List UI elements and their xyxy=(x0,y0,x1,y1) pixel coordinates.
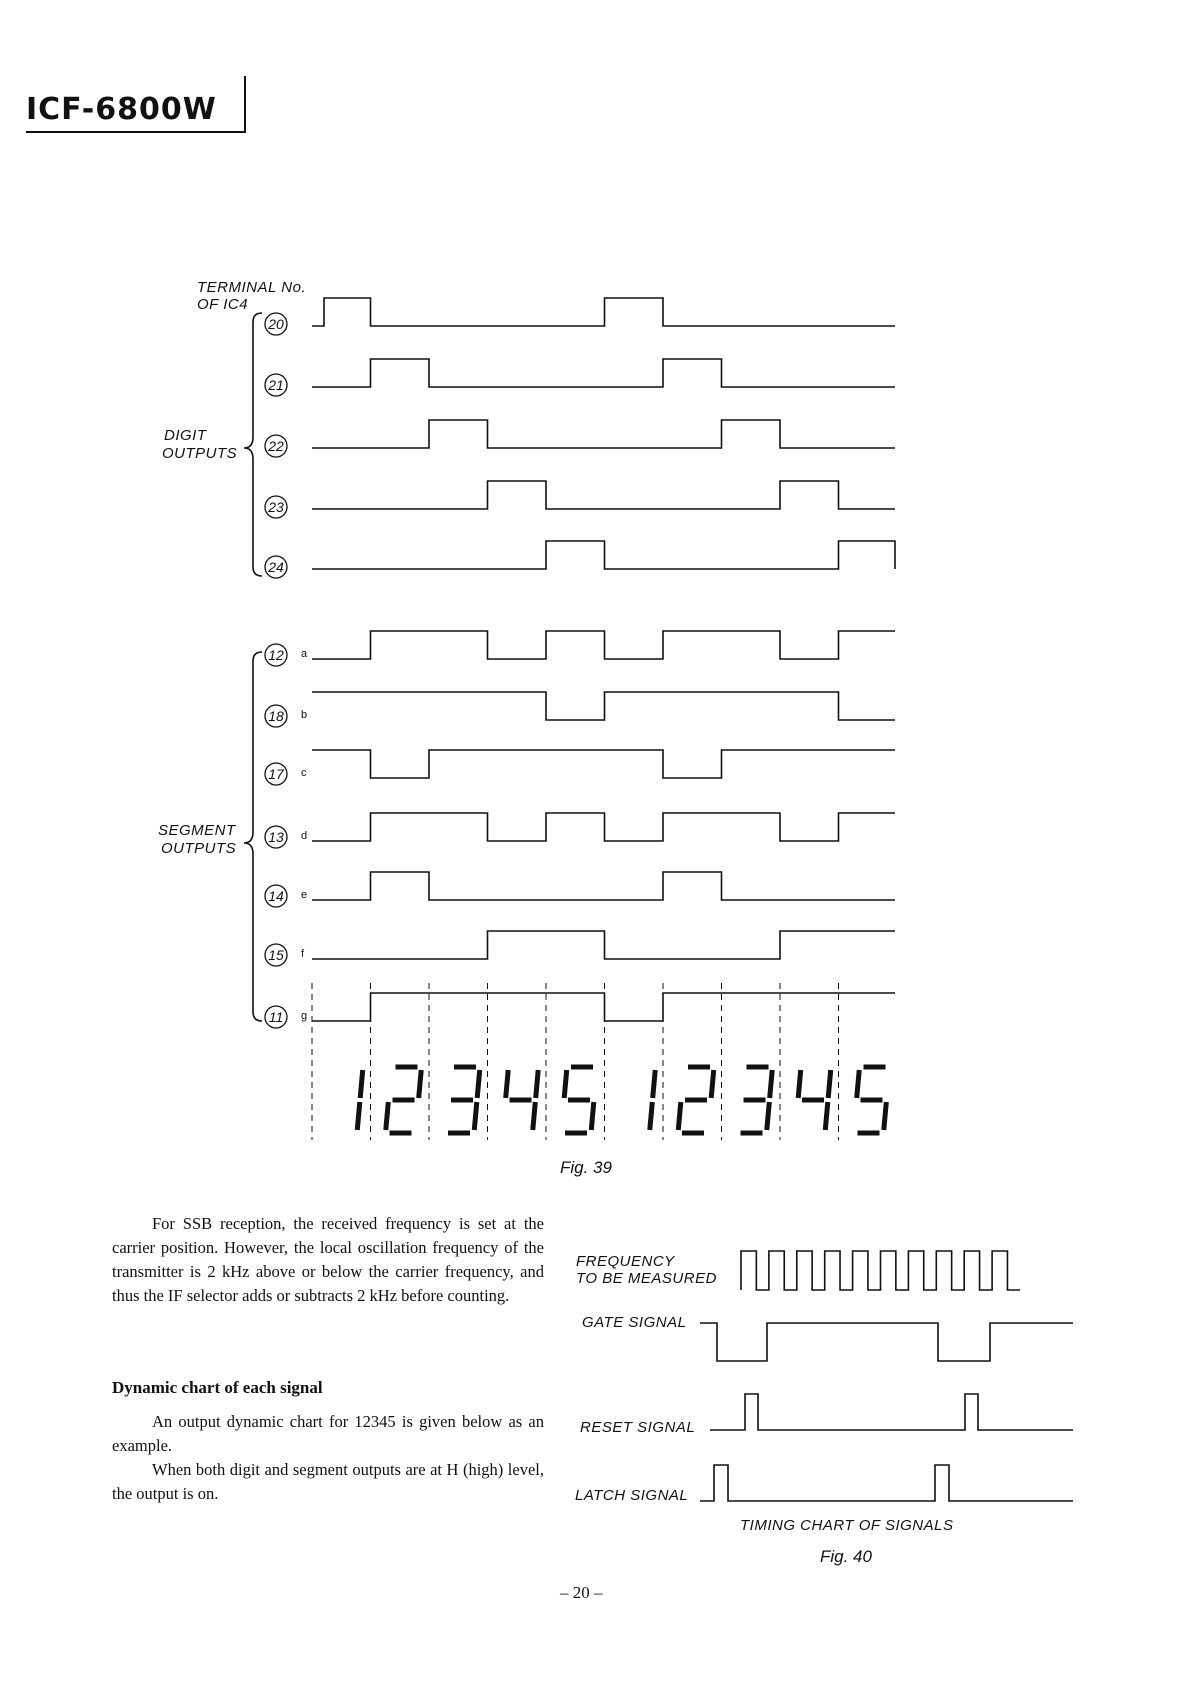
gate-waveform xyxy=(700,1323,1073,1361)
freq-label-line1: FREQUENCY xyxy=(576,1253,675,1270)
pin-number: 20 xyxy=(268,316,284,332)
pin-number: 13 xyxy=(268,829,284,845)
pin-number: 22 xyxy=(268,438,284,454)
fig39-caption: Fig. 39 xyxy=(560,1158,612,1177)
pin-number: 18 xyxy=(268,708,284,724)
fig40-title: TIMING CHART OF SIGNALS xyxy=(740,1517,954,1534)
model-title: ICF-6800W xyxy=(26,92,217,127)
segment-letter-a: a xyxy=(301,648,308,660)
latch-waveform xyxy=(700,1465,1073,1501)
pin-number: 15 xyxy=(268,947,284,963)
digit-outputs-label-line2: OUTPUTS xyxy=(162,445,238,462)
para-high-level: When both digit and segment outputs are at H (high) level, the output is on. xyxy=(112,1460,544,1503)
segment-letter-b: b xyxy=(301,709,308,721)
freq-waveform xyxy=(741,1251,1020,1290)
latch-signal-label: LATCH SIGNAL xyxy=(575,1487,689,1504)
dynamic-chart-paragraphs xyxy=(112,1410,544,1506)
pin-number: 17 xyxy=(268,766,284,782)
freq-label-line2: TO BE MEASURED xyxy=(576,1270,717,1287)
pin-number: 24 xyxy=(268,559,284,575)
pin-number: 14 xyxy=(268,888,284,904)
para-ssb-reception: For SSB reception, the received frequency is set at the carrier position. However, the local oscillation frequency of the transmitter is 2 kHz above or below the carrier frequency, and thus the IF selector adds or subtracts 2 kHz before counting. xyxy=(112,1214,544,1305)
gate-signal-label: GATE SIGNAL xyxy=(582,1314,687,1331)
ssb-paragraph xyxy=(112,1212,544,1308)
terminal-label-line1: TERMINAL No. xyxy=(197,279,307,296)
digit-outputs-label-line1: DIGIT xyxy=(164,427,207,444)
reset-signal-label: RESET SIGNAL xyxy=(580,1419,696,1436)
pin-number: 11 xyxy=(268,1009,284,1025)
fig40-caption: Fig. 40 xyxy=(820,1547,872,1566)
page-number: – 20 – xyxy=(560,1583,603,1602)
reset-waveform xyxy=(710,1394,1073,1430)
segment-letter-d: d xyxy=(301,830,308,842)
segment-letter-c: c xyxy=(301,767,307,779)
segment-letter-f: f xyxy=(301,948,305,960)
terminal-label-line2: OF IC4 xyxy=(197,296,249,313)
pin-number: 12 xyxy=(268,647,284,663)
pin-number: 23 xyxy=(268,499,284,515)
segment-letter-e: e xyxy=(301,889,308,901)
para-output-example: An output dynamic chart for 12345 is given below as an example. xyxy=(112,1412,544,1455)
section-heading: Dynamic chart of each signal xyxy=(112,1378,323,1397)
segment-outputs-label-line1: SEGMENT xyxy=(158,822,236,839)
segment-letter-g: g xyxy=(301,1010,308,1022)
segment-outputs-label-line2: OUTPUTS xyxy=(161,840,237,857)
pin-number: 21 xyxy=(268,377,284,393)
